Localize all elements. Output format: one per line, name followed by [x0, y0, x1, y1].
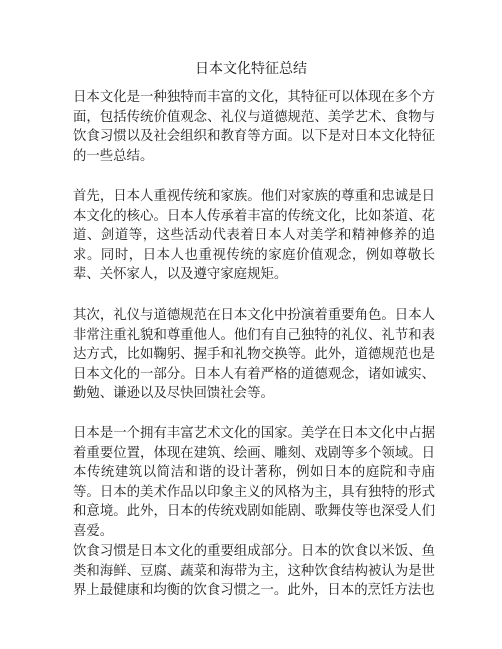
- paragraph-intro: 日本文化是一种独特而丰富的文化，其特征可以体现在多个方面，包括传统价值观念、礼仪与道德规范、美学艺术、食物与饮食习惯以及社会组织和教育等方面。以下是对日本文化特征的一些总结。: [73, 90, 435, 164]
- paragraph-etiquette-morals: 其次，礼仪与道德规范在日本文化中扮演着重要角色。日本人非常注重礼貌和尊重他人。他们有自己独特的礼仪、礼节和表达方式，比如鞠躬、握手和礼物交换等。此外，道德规范也是日本文化的一部分。日本人有着严格的道德观念，诸如诚实、勤勉、谦逊以及尽快回馈社会等。: [73, 308, 435, 401]
- document-title: 日本文化特征总结: [195, 61, 307, 77]
- paragraph-tradition-family: 首先，日本人重视传统和家族。他们对家族的尊重和忠诚是日本文化的核心。日本人传承着丰富的传统文化，比如茶道、花道、剑道等，这些活动代表着日本人对美学和精神修养的追求。同时，日本人也重视传统的家庭价值观念，例如尊敬长辈、关怀家人，以及遵守家庭规矩。: [73, 189, 435, 282]
- paragraph-arts-aesthetics: 日本是一个拥有丰富艺术文化的国家。美学在日本文化中占据着重要位置，体现在建筑、绘画、雕刻、戏剧等多个领域。日本传统建筑以简洁和谐的设计著称，例如日本的庭院和寺庙等。日本的美术作品以印象主义的风格为主，具有独特的形式和意境。此外，日本的传统戏剧如能剧、歌舞伎等也深受人们喜爱。: [73, 426, 435, 539]
- paragraph-diet: 饮食习惯是日本文化的重要组成部分。日本的饮食以米饭、鱼类和海鲜、豆腐、蔬菜和海带为主，这种饮食结构被认为是世界上最健康和均衡的饮食习惯之一。此外，日本的烹饪方法也: [73, 544, 435, 598]
